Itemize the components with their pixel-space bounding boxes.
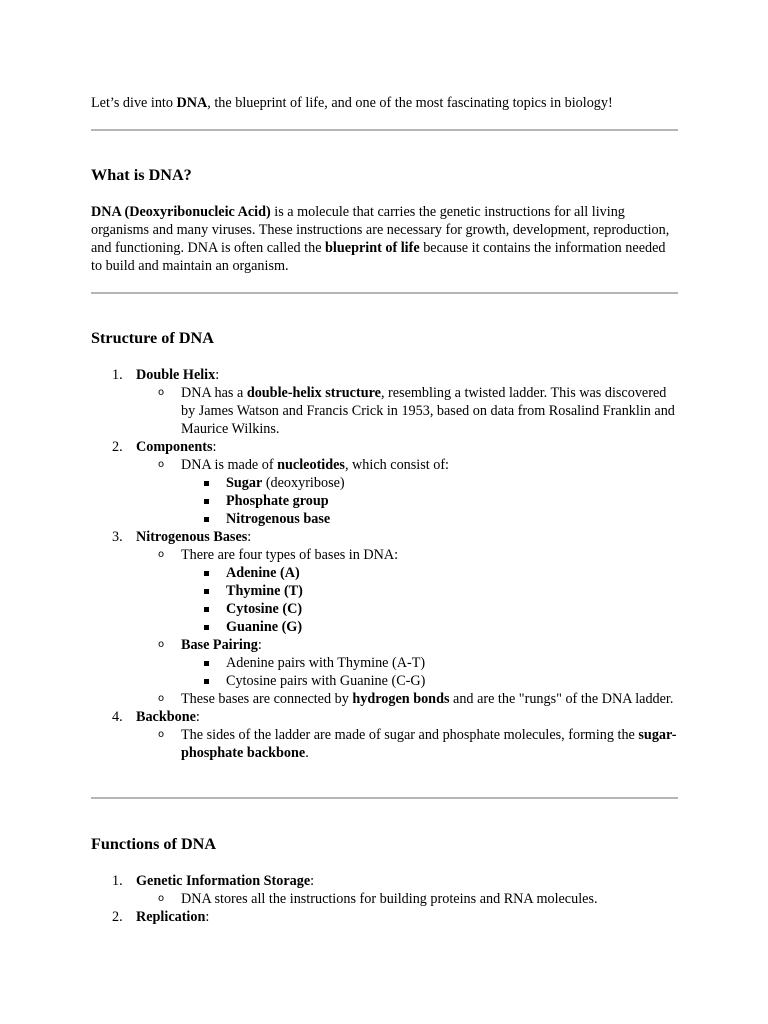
- bullet-bold: Cytosine (C): [226, 601, 303, 617]
- list-number: 2.: [112, 439, 123, 455]
- square-bullet-icon: [204, 661, 209, 666]
- bullet-list: [181, 474, 679, 528]
- circle-bullet-icon: o: [158, 639, 165, 650]
- bullet-item: [181, 564, 679, 582]
- list-number: 4.: [112, 709, 123, 725]
- heading-structure: Structure of DNA: [91, 329, 214, 347]
- sub-text-end: and are the "rungs" of the DNA ladder.: [449, 691, 674, 707]
- divider: [91, 129, 678, 131]
- circle-bullet-icon: o: [158, 729, 165, 740]
- square-bullet-icon: [204, 481, 209, 486]
- blueprint-bold: blueprint of life: [325, 240, 420, 256]
- bullet-item: [181, 618, 679, 636]
- circle-bullet-icon: o: [158, 549, 165, 560]
- sub-item: [136, 384, 679, 438]
- bullet-text: (deoxyribose): [262, 475, 345, 491]
- sub-text-end: :: [257, 637, 262, 653]
- colon: :: [205, 909, 210, 925]
- bullet-list: [181, 564, 679, 636]
- sub-item: [136, 456, 679, 528]
- sub-item: [136, 726, 679, 762]
- square-bullet-icon: [204, 589, 209, 594]
- list-item: [91, 908, 679, 926]
- heading-functions: Functions of DNA: [91, 835, 217, 853]
- item-label: Components: [136, 439, 213, 455]
- sub-list: [136, 456, 679, 528]
- item-label: Genetic Information Storage: [136, 873, 311, 889]
- bullet-item: [181, 600, 679, 618]
- structure-list: [91, 366, 679, 762]
- list-number: 1.: [112, 367, 123, 383]
- sub-list: [136, 890, 679, 908]
- bullet-bold: Phosphate group: [226, 493, 329, 509]
- intro-text-end: , the blueprint of life, and one of the most fascinating topics in biology!: [207, 95, 613, 111]
- term-bold: DNA (Deoxyribonucleic Acid): [91, 204, 271, 220]
- sub-bold: sugar-phosphate backbone: [181, 727, 677, 761]
- sub-item: [136, 890, 679, 908]
- sub-text: There are four types of bases in DNA:: [181, 547, 399, 563]
- item-label: Nitrogenous Bases: [136, 529, 248, 545]
- bullet-bold: Adenine (A): [226, 565, 300, 581]
- bullet-item: [181, 510, 679, 528]
- square-bullet-icon: [204, 625, 209, 630]
- divider: [91, 292, 678, 294]
- sub-text-end: .: [305, 745, 309, 761]
- sub-list: [136, 726, 679, 762]
- sub-item: [136, 690, 679, 708]
- intro-paragraph: [91, 94, 691, 112]
- square-bullet-icon: [204, 679, 209, 684]
- heading-what-is-dna: What is DNA?: [91, 166, 192, 184]
- square-bullet-icon: [204, 607, 209, 612]
- sub-bold: double-helix structure: [246, 385, 381, 401]
- sub-text-end: , which consist of:: [344, 457, 449, 473]
- item-label: Double Helix: [136, 367, 216, 383]
- list-item: [91, 528, 679, 708]
- bullet-text: Adenine pairs with Thymine (A-T): [226, 655, 426, 671]
- list-number: 2.: [112, 909, 123, 925]
- item-label: Backbone: [136, 709, 196, 725]
- sub-bold: Base Pairing: [181, 637, 258, 653]
- sub-text: These bases are connected by: [181, 691, 353, 707]
- sub-text: DNA stores all the instructions for building proteins and RNA molecules.: [181, 891, 598, 907]
- circle-bullet-icon: o: [158, 893, 165, 904]
- bullet-text: Cytosine pairs with Guanine (C-G): [226, 673, 426, 689]
- colon: :: [247, 529, 252, 545]
- square-bullet-icon: [204, 517, 209, 522]
- circle-bullet-icon: o: [158, 693, 165, 704]
- sub-text-end: , resembling a twisted ladder. This was discovered by James Watson and Francis Crick in 1953, based on data from Rosalind Franklin and Maurice Wilkins.: [181, 385, 675, 437]
- para-text: is a molecule that carries the genetic instructions for all living organisms and many viruses. These instructions are necessary for growth, development, reproduction, and functioning. DNA is often called the: [91, 204, 670, 256]
- functions-list: [91, 872, 679, 926]
- divider: [91, 797, 678, 799]
- list-item: [91, 872, 679, 908]
- bullet-bold: Guanine (G): [226, 619, 303, 635]
- item-label: Replication: [136, 909, 206, 925]
- list-number: 1.: [112, 873, 123, 889]
- sub-bold: nucleotides: [277, 457, 345, 473]
- colon: :: [212, 439, 217, 455]
- list-item: [91, 366, 679, 438]
- bullet-bold: Thymine (T): [226, 583, 303, 599]
- colon: :: [195, 709, 200, 725]
- colon: :: [215, 367, 220, 383]
- bullet-item: [181, 672, 679, 690]
- bullet-item: [181, 582, 679, 600]
- intro-text: Let’s dive into: [91, 95, 177, 111]
- sub-item: [136, 546, 679, 636]
- square-bullet-icon: [204, 571, 209, 576]
- sub-text: DNA has a: [181, 385, 247, 401]
- para-text-end: because it contains the information needed to build and maintain an organism.: [91, 240, 666, 274]
- square-bullet-icon: [204, 499, 209, 504]
- sub-text: DNA is made of: [181, 457, 278, 473]
- circle-bullet-icon: o: [158, 387, 165, 398]
- bullet-list: [181, 654, 679, 690]
- sub-text: The sides of the ladder are made of sugar and phosphate molecules, forming the: [181, 727, 639, 743]
- list-item: [91, 438, 679, 528]
- bullet-bold: Nitrogenous base: [226, 511, 331, 527]
- sub-bold: hydrogen bonds: [352, 691, 450, 707]
- sub-list: [136, 546, 679, 708]
- what-is-paragraph: [91, 203, 679, 275]
- circle-bullet-icon: o: [158, 459, 165, 470]
- list-item: [91, 708, 679, 762]
- list-number: 3.: [112, 529, 123, 545]
- sub-list: [136, 384, 679, 438]
- intro-bold: DNA: [176, 95, 208, 111]
- bullet-item: [181, 474, 679, 492]
- bullet-bold: Sugar: [226, 475, 263, 491]
- sub-item: [136, 636, 679, 690]
- bullet-item: [181, 492, 679, 510]
- bullet-item: [181, 654, 679, 672]
- colon: :: [310, 873, 315, 889]
